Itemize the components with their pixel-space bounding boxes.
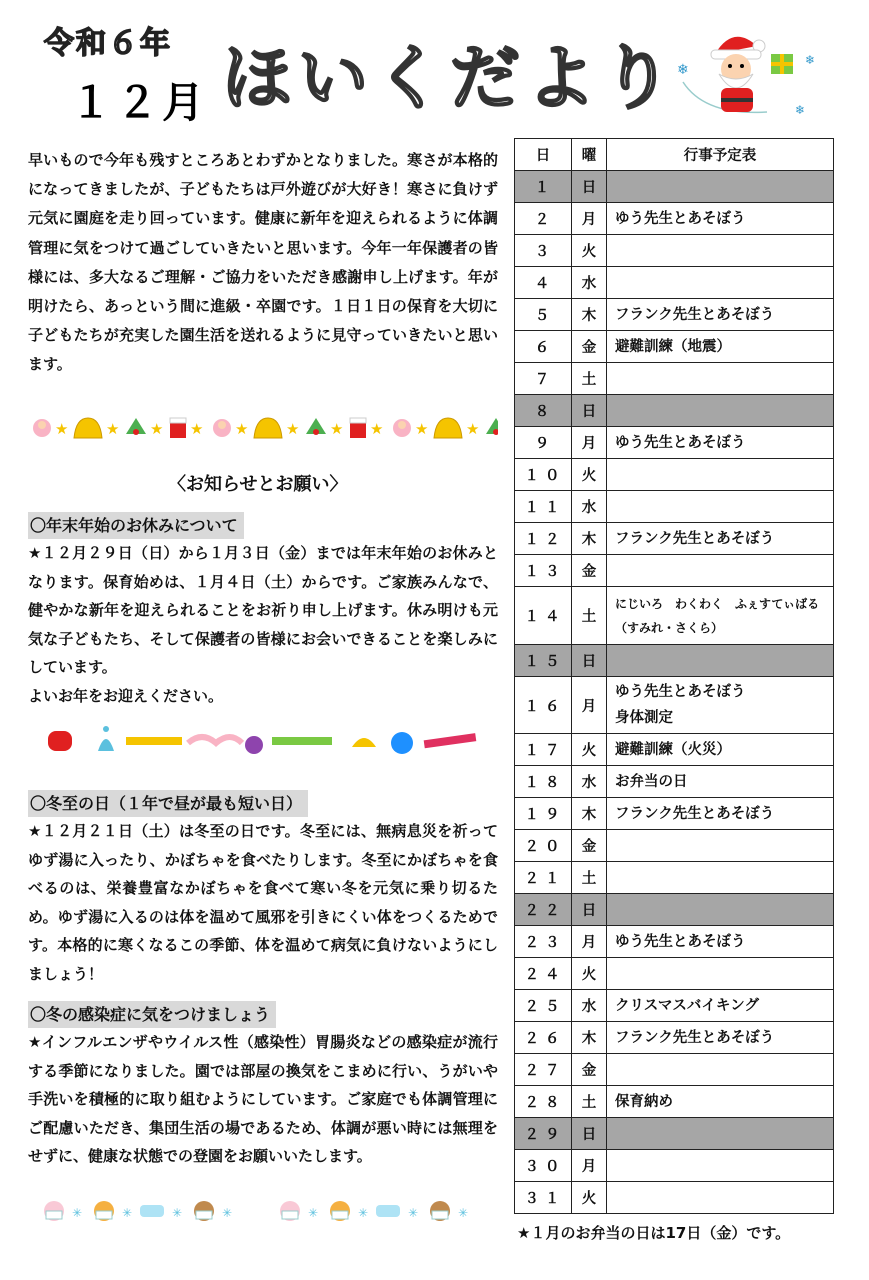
schedule-day: ７ — [515, 363, 572, 395]
schedule-row — [515, 958, 834, 990]
schedule-day: ２ — [515, 203, 572, 235]
schedule-weekday: 月 — [572, 203, 607, 235]
schedule-weekday: 日 — [572, 171, 607, 203]
schedule-header-row — [515, 139, 834, 171]
schedule-row — [515, 299, 834, 331]
schedule-row — [515, 677, 834, 734]
schedule-day: １２ — [515, 523, 572, 555]
schedule-weekday: 火 — [572, 958, 607, 990]
section-body-infection: ★インフルエンザやウイルス性（感染性）胃腸炎などの感染症が流行する季節になりました。園では部屋の換気をこまめに行い、うがいや手洗いを積極的に取り組むようにしています。ご家庭でも体調管理にご配慮いただき、集団生活の場であるため、体調が悪い時には無理をせずに、健康な状態での登園をお願いいたします。 — [28, 1033, 498, 1165]
schedule-day: ２０ — [515, 830, 572, 862]
section-title-infection: 〇冬の感染症に気をつけましょう — [28, 1001, 276, 1028]
schedule-weekday: 水 — [572, 491, 607, 523]
schedule-event: 避難訓練（地震） — [607, 331, 834, 363]
schedule-event — [607, 267, 834, 299]
schedule-weekday: 水 — [572, 990, 607, 1022]
svg-text:❄: ❄ — [795, 103, 806, 117]
schedule-event: フランク先生とあそぼう — [607, 798, 834, 830]
schedule-weekday: 水 — [572, 267, 607, 299]
header-day: 日 — [515, 139, 572, 171]
schedule-day: ４ — [515, 267, 572, 299]
schedule-row — [515, 587, 834, 645]
svg-text:★: ★ — [106, 420, 120, 438]
svg-text:❄: ❄ — [805, 53, 816, 67]
schedule-row — [515, 734, 834, 766]
schedule-day: １５ — [515, 645, 572, 677]
schedule-row — [515, 1022, 834, 1054]
schedule-day: １３ — [515, 555, 572, 587]
schedule-day: ２４ — [515, 958, 572, 990]
santa-icon — [675, 24, 825, 124]
schedule-row — [515, 363, 834, 395]
schedule-day: １ — [515, 171, 572, 203]
schedule-weekday: 水 — [572, 766, 607, 798]
schedule-event: フランク先生とあそぼう — [607, 1022, 834, 1054]
schedule-day: ５ — [515, 299, 572, 331]
schedule-event: フランク先生とあそぼう — [607, 523, 834, 555]
schedule-weekday: 金 — [572, 830, 607, 862]
schedule-weekday: 木 — [572, 798, 607, 830]
schedule-event — [607, 894, 834, 926]
schedule-day: ２７ — [515, 1054, 572, 1086]
svg-text:★: ★ — [190, 420, 204, 438]
svg-text:✳: ✳ — [122, 1206, 133, 1220]
svg-text:✳: ✳ — [72, 1206, 83, 1220]
schedule-row — [515, 523, 834, 555]
schedule-row — [515, 830, 834, 862]
schedule-weekday: 木 — [572, 523, 607, 555]
era-label: 令和６年 — [44, 26, 172, 61]
schedule-row — [515, 1118, 834, 1150]
schedule-row — [515, 331, 834, 363]
schedule-day: ２６ — [515, 1022, 572, 1054]
schedule-day: ２８ — [515, 1086, 572, 1118]
schedule-event — [607, 645, 834, 677]
schedule-row — [515, 395, 834, 427]
schedule-day: １１ — [515, 491, 572, 523]
schedule-event: 避難訓練（火災） — [607, 734, 834, 766]
schedule-weekday: 日 — [572, 395, 607, 427]
schedule-row — [515, 926, 834, 958]
schedule-day: １４ — [515, 587, 572, 645]
schedule-day: ２２ — [515, 894, 572, 926]
section-title-winter-solstice: 〇冬至の日（１年で昼が最も短い日） — [28, 790, 308, 817]
schedule-day: ３０ — [515, 1150, 572, 1182]
schedule-day: ３ — [515, 235, 572, 267]
winter-clothes-border — [28, 723, 498, 757]
header-events: 行事予定表 — [607, 139, 834, 171]
schedule-row — [515, 1086, 834, 1118]
schedule-day: ８ — [515, 395, 572, 427]
schedule-row — [515, 491, 834, 523]
schedule-day: １８ — [515, 766, 572, 798]
schedule-row — [515, 459, 834, 491]
schedule-row — [515, 171, 834, 203]
schedule-weekday: 月 — [572, 677, 607, 734]
schedule-event — [607, 171, 834, 203]
schedule-day: １０ — [515, 459, 572, 491]
notice-heading: 〈お知らせとお願い〉 — [168, 474, 348, 495]
schedule-event: クリスマスバイキング — [607, 990, 834, 1022]
schedule-weekday: 土 — [572, 1086, 607, 1118]
schedule-row — [515, 798, 834, 830]
schedule-weekday: 木 — [572, 299, 607, 331]
schedule-weekday: 土 — [572, 587, 607, 645]
schedule-row — [515, 1054, 834, 1086]
schedule-day: ９ — [515, 427, 572, 459]
schedule-weekday: 火 — [572, 1182, 607, 1214]
schedule-row — [515, 990, 834, 1022]
schedule-event — [607, 395, 834, 427]
schedule-row — [515, 267, 834, 299]
schedule-event — [607, 491, 834, 523]
schedule-event: ゆう先生とあそぼう — [607, 203, 834, 235]
schedule-day: ２１ — [515, 862, 572, 894]
schedule-weekday: 土 — [572, 363, 607, 395]
schedule-row — [515, 862, 834, 894]
schedule-weekday: 火 — [572, 734, 607, 766]
schedule-row — [515, 894, 834, 926]
schedule-event: ゆう先生とあそぼう 身体測定 — [607, 677, 834, 734]
schedule-event: ゆう先生とあそぼう — [607, 427, 834, 459]
schedule-row — [515, 645, 834, 677]
schedule-event — [607, 958, 834, 990]
schedule-event — [607, 235, 834, 267]
schedule-event: にじいろ わくわく ふぇすてぃばる （すみれ・さくら） — [607, 587, 834, 645]
schedule-day: １６ — [515, 677, 572, 734]
newsletter-title: ほいくだより — [222, 37, 678, 119]
animal-masks-border — [28, 1193, 498, 1227]
schedule-weekday: 金 — [572, 555, 607, 587]
schedule-day: １７ — [515, 734, 572, 766]
schedule-weekday: 金 — [572, 1054, 607, 1086]
svg-text:✳: ✳ — [222, 1206, 233, 1220]
schedule-event — [607, 862, 834, 894]
schedule-event: ゆう先生とあそぼう — [607, 926, 834, 958]
schedule-weekday: 日 — [572, 1118, 607, 1150]
schedule-weekday: 金 — [572, 331, 607, 363]
schedule-day: ２５ — [515, 990, 572, 1022]
schedule-event — [607, 1182, 834, 1214]
schedule-weekday: 日 — [572, 645, 607, 677]
schedule-weekday: 月 — [572, 427, 607, 459]
schedule-day: １９ — [515, 798, 572, 830]
footer-note: ★１月のお弁当の日は17日（金）です。 — [517, 1224, 791, 1242]
schedule-event — [607, 830, 834, 862]
schedule-event: フランク先生とあそぼう — [607, 299, 834, 331]
header-weekday: 曜 — [572, 139, 607, 171]
schedule-row — [515, 766, 834, 798]
schedule-row — [515, 427, 834, 459]
schedule-row — [515, 555, 834, 587]
svg-text:★: ★ — [55, 420, 69, 438]
month-label: １２月 — [70, 78, 209, 127]
schedule-day: ２３ — [515, 926, 572, 958]
section-body-winter-solstice: ★１２月２１日（土）は冬至の日です。冬至には、無病息災を祈ってゆず湯に入ったり、かぼちゃを食べたりします。冬至にかぼちゃを食べるのは、栄養豊富なかぼちゃを食べて寒い冬を元気に乗り切るため。ゆず湯に入るのは体を温めて風邪を引きにくい体をつくるためです。本格的に寒くなるこの季節、体を温めて病気に負けないようにしましょう！ — [28, 822, 498, 983]
schedule-row — [515, 203, 834, 235]
schedule-event: 保育納め — [607, 1086, 834, 1118]
intro-paragraph: 早いもので今年も残すところあとわずかとなりました。寒さが本格的になってきましたが、子どもたちは戸外遊びが大好き！寒さに負けず元気に園庭を走り回っています。健康に新年を迎えられるように体調管理に気をつけて過ごしていきたいと思います。今年一年保護者の皆様には、多大なるご理解・ご協力をいただき感謝申し上げます。年が明けたら、あっという間に進級・卒園です。１日１日の保育を大切に子どもたちが充実した園生活を送れるように見守っていきたいと思います。 — [28, 151, 498, 374]
schedule-event — [607, 1150, 834, 1182]
schedule-day: ６ — [515, 331, 572, 363]
schedule-event — [607, 1054, 834, 1086]
schedule-event — [607, 555, 834, 587]
schedule-weekday: 火 — [572, 235, 607, 267]
schedule-day: ２９ — [515, 1118, 572, 1150]
schedule-event — [607, 459, 834, 491]
christmas-border — [28, 410, 498, 444]
svg-text:❄: ❄ — [677, 62, 689, 78]
svg-text:★: ★ — [150, 420, 164, 438]
section-title-holidays: 〇年末年始のお休みについて — [28, 512, 244, 539]
schedule-weekday: 土 — [572, 862, 607, 894]
schedule-weekday: 火 — [572, 459, 607, 491]
schedule-weekday: 日 — [572, 894, 607, 926]
schedule-event — [607, 363, 834, 395]
event-schedule-table — [514, 138, 834, 1214]
schedule-row — [515, 1150, 834, 1182]
schedule-row — [515, 235, 834, 267]
schedule-weekday: 月 — [572, 1150, 607, 1182]
schedule-weekday: 木 — [572, 1022, 607, 1054]
schedule-event — [607, 1118, 834, 1150]
schedule-weekday: 月 — [572, 926, 607, 958]
schedule-event: お弁当の日 — [607, 766, 834, 798]
schedule-row — [515, 1182, 834, 1214]
schedule-day: ３１ — [515, 1182, 572, 1214]
section-body-holidays: ★１２月２９日（日）から１月３日（金）までは年末年始のお休みとなります。保育始めは、１月４日（土）からです。ご家族みんなで、健やかな新年を迎えられることをお祈り申し上げます。休み明けも元気な子どもたち、そして保護者の皆様にお会いできることを楽しみにしています。 よいお年をお迎えください。 — [28, 544, 498, 705]
svg-text:✳: ✳ — [172, 1206, 183, 1220]
